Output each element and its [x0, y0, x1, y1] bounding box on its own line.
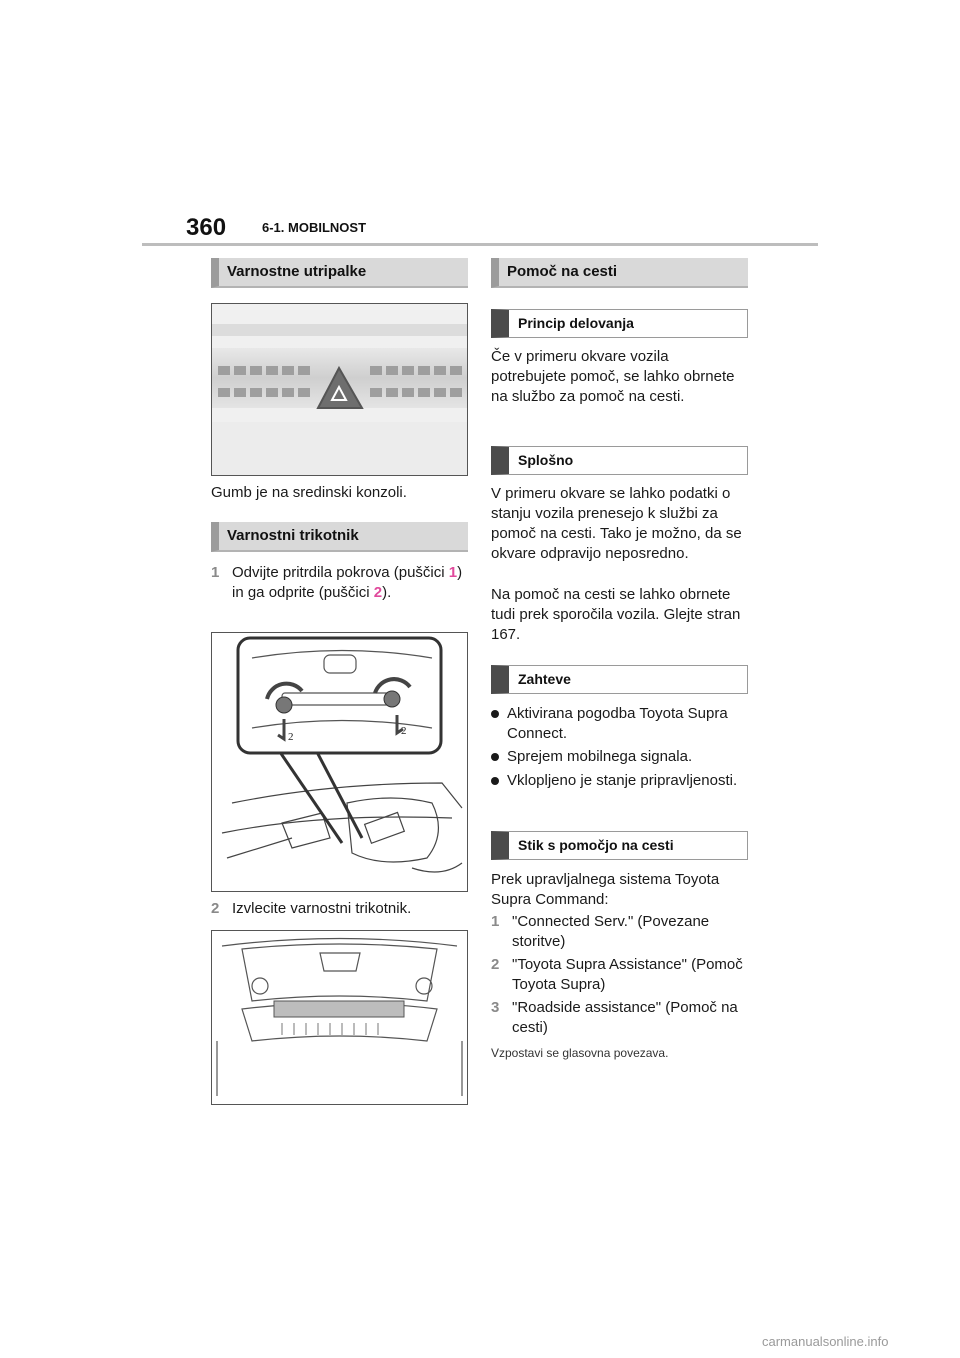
contact-note: Vzpostavi se glasovna povezava. — [491, 1046, 669, 1060]
subsection-principle-title: Princip delovanja — [491, 309, 748, 338]
chapter-title: 6-1. MOBILNOST — [262, 220, 367, 235]
step-number: 2 — [491, 956, 500, 973]
hazard-button-illustration — [212, 304, 467, 475]
contact-step-1 — [491, 912, 751, 952]
requirement-item: Vklopljeno je stanje pripravljenosti. — [491, 771, 751, 811]
contact-intro: Prek upravljalnega sistema Toyota Supra Command: — [491, 871, 720, 908]
subsection-contact-title: Stik s pomočjo na cesti — [491, 831, 748, 860]
bullet-icon — [491, 777, 499, 785]
step-text: "Roadside assistance" (Pomoč na cesti) — [512, 999, 738, 1036]
requirement-item: Aktivirana pogodba Toyota Supra Connect. — [491, 704, 751, 744]
step-text: "Toyota Supra Assistance" (Pomoč Toyota Supra) — [512, 956, 743, 993]
section-roadside-title: Pomoč na cesti — [491, 258, 748, 288]
arrow-label-left: 2 — [288, 731, 294, 743]
trunk-cover-figure — [211, 632, 468, 892]
triangle-figure — [211, 930, 468, 1105]
arrow-label-right: 2 — [401, 725, 407, 737]
step-text: "Connected Serv." (Povezane storitve) — [512, 913, 710, 950]
contact-step-2 — [491, 955, 751, 995]
section-hazard-title: Varnostne utripalke — [211, 258, 468, 288]
trunk-cover-illustration — [212, 633, 467, 891]
step-number: 1 — [211, 564, 220, 581]
general-text-2: Na pomoč na cesti se lahko obrnete tudi prek sporočila vozila. Glejte stran 167. — [491, 586, 741, 643]
step-number: 1 — [491, 913, 500, 930]
subsection-general-title: Splošno — [491, 446, 748, 475]
general-text-1: V primeru okvare se lahko podatki o stanju vozila prenesejo k službi za pomoč na cesti. Tako je možno, da se okvare odpravijo neposredno. — [491, 485, 742, 562]
warning-triangle-case — [274, 1001, 404, 1017]
subsection-requirements-title: Zahteve — [491, 665, 748, 694]
bullet-icon — [491, 753, 499, 761]
step-number: 2 — [211, 900, 220, 917]
hazard-caption: Gumb je na sredinski konzoli. — [211, 484, 407, 501]
page-number: 360 — [186, 214, 227, 241]
header-divider — [142, 243, 818, 246]
requirement-item: Sprejem mobilnega signala. — [491, 747, 751, 767]
bullet-icon — [491, 710, 499, 718]
triangle-illustration — [212, 931, 467, 1104]
step-number: 3 — [491, 999, 500, 1016]
contact-step-3 — [491, 998, 751, 1038]
hazard-button-figure — [211, 303, 468, 476]
principle-text: Če v primeru okvare vozila potrebujete pomoč, se lahko obrnete na službo za pomoč na cesti. — [491, 348, 735, 405]
triangle-step-2 — [211, 899, 471, 921]
section-triangle-title: Varnostni trikotnik — [211, 522, 468, 552]
fastener-left — [276, 697, 292, 713]
watermark: carmanualsonline.info — [762, 1334, 889, 1349]
fastener-right — [384, 691, 400, 707]
step-text: Odvijte pritrdila pokrova (puščici 1) in ga odprite (puščici 2). — [232, 564, 463, 601]
step-text: Izvlecite varnostni trikotnik. — [232, 900, 412, 917]
triangle-step-1 — [211, 563, 471, 625]
